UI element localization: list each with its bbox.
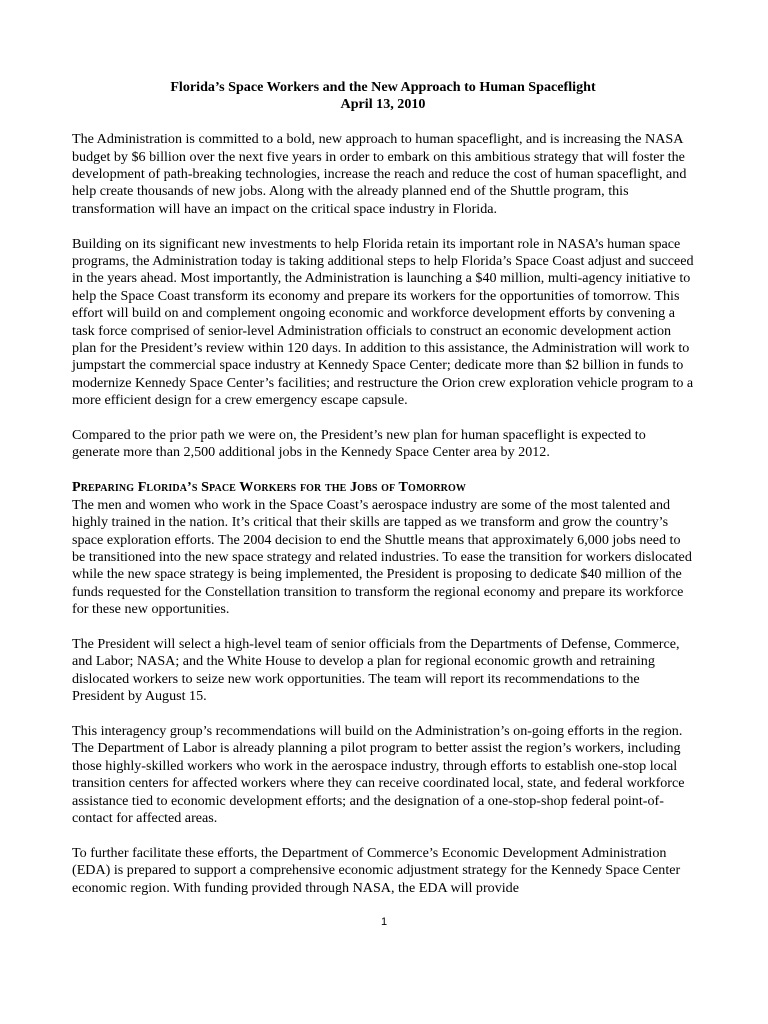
paragraph-section-4: To further facilitate these efforts, the Department of Commerce’s Economic Development Administration (EDA) is prepared to support a comprehensive economic adjustment strategy for the Kennedy Space Center economic region. With funding provided through NASA, the EDA will provide: [72, 844, 681, 896]
document-body: [72, 79, 694, 897]
paragraph-intro-1: The Administration is committed to a bold, new approach to human spaceflight, and is increasing the NASA budget by $6 billion over the next five years in order to embark on this ambitious strategy that will foster the development of path-breaking technologies, increase the reach and reduce the cost of human spaceflight, and help create thousands of new jobs. Along with the already planned end of the Shuttle program, this transformation will have an impact on the critical space industry in Florida.: [72, 131, 687, 217]
title-block: [72, 79, 694, 114]
paragraph-section-3: This interagency group’s recommendations will build on the Administration’s on-going efforts in the region. The Department of Labor is already planning a pilot program to better assist the region’s workers, including those highly-skilled workers who work in the aerospace industry, through efforts to establish one-stop local transition centers for affected workers where they can receive coordinated local, state, and federal workforce assistance tied to economic development efforts; and the designation of a one-stop-shop federal point-of-contact for affected areas.: [72, 722, 685, 826]
paragraph-intro-3: Compared to the prior path we were on, the President’s new plan for human spaceflight is expected to generate more than 2,500 additional jobs in the Kennedy Space Center area by 2012.: [72, 427, 646, 461]
paragraph-section-1: The men and women who work in the Space Coast’s aerospace industry are some of the most talented and highly trained in the nation. It’s critical that their skills are tapped as we transform and grow the country’s space exploration efforts. The 2004 decision to end the Shuttle means that approximately 6,000 jobs need to be transitioned into the new space strategy and related industries. To ease the transition for workers dislocated while the new space strategy is being implemented, the President is proposing to dedicate $40 million of the funds requested for the Constellation transition to transform the regional economy and prepare its workforce for these new opportunities.: [72, 496, 692, 618]
document-date: April 13, 2010: [340, 96, 426, 113]
page-number: 1: [380, 916, 388, 928]
document-title: Florida’s Space Workers and the New Approach to Human Spaceflight: [170, 79, 596, 95]
section-heading: Preparing Florida’s Space Workers for the Jobs of Tomorrow: [72, 479, 466, 496]
paragraph-intro-2: Building on its significant new investments to help Florida retain its important role in NASA’s human space programs, the Administration today is taking additional steps to help Florida’s Space Coast adjust and succeed in the years ahead. Most importantly, the Administration is launching a $40 million, multi-agency initiative to help the Space Coast transform its economy and prepare its workers for the opportunities of tomorrow. This effort will build on and complement ongoing economic and workforce development efforts by convening a task force comprised of senior-level Administration officials to construct an economic development action plan for the President’s review within 120 days. In addition to this assistance, the Administration will work to jumpstart the commercial space industry at Kennedy Space Center; dedicate more than $2 billion in funds to modernize Kennedy Space Center’s facilities; and restructure the Orion crew exploration vehicle program to a more efficient design for a crew emergency escape capsule.: [72, 235, 694, 409]
paragraph-section-2: The President will select a high-level team of senior officials from the Departments of Defense, Commerce, and Labor; NASA; and the White House to develop a plan for regional economic growth and retraining dislocated workers to seize new work opportunities. The team will report its recommendations to the President by August 15.: [72, 635, 680, 705]
